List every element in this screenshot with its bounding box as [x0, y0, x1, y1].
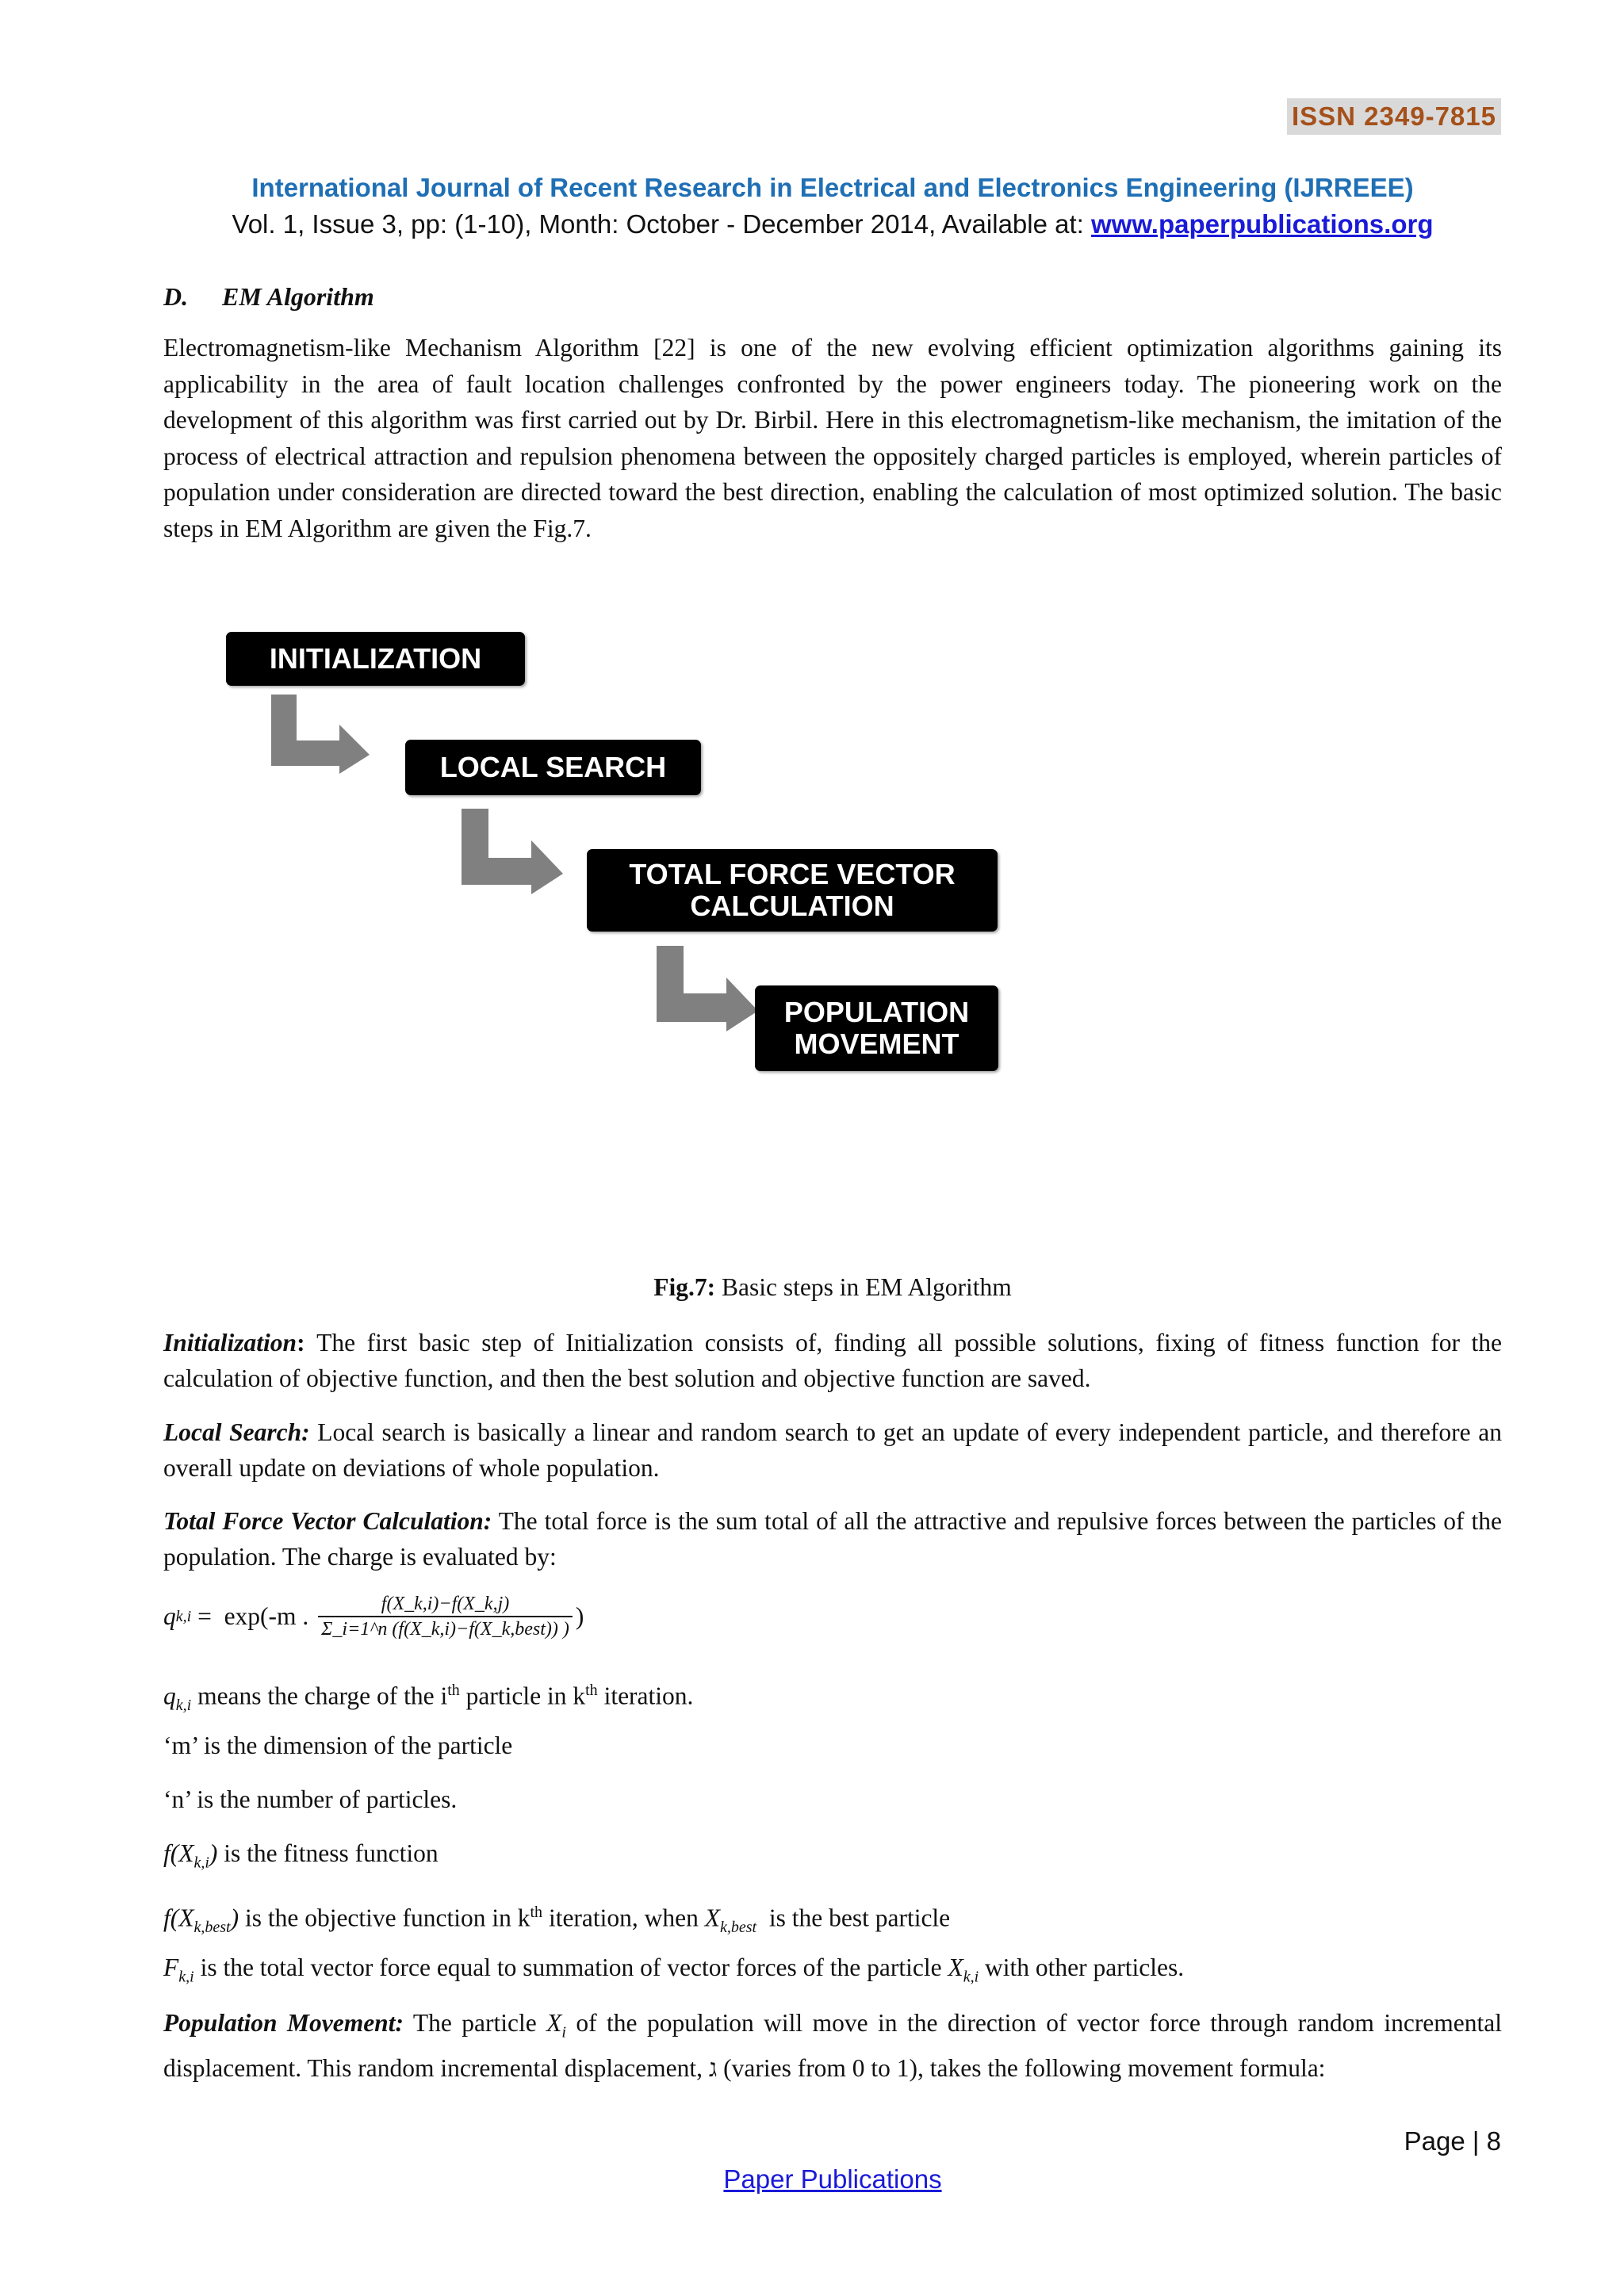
paragraph-initialization: Initialization: The first basic step of Initialization consists of, finding all possible solutions, fixing of fitness function for the calculation of objective function, and then the best solution and objective function are saved. [163, 1329, 1502, 1392]
var: F [163, 1954, 179, 1981]
figure-label: Fig.7: [653, 1273, 716, 1301]
paragraph-heading: Population Movement: [163, 2009, 404, 2037]
flowchart-step-total-force [587, 849, 998, 932]
sup: th [447, 1682, 460, 1699]
journal-link[interactable]: www.paperpublications.org [1091, 209, 1434, 239]
section-intro: Electromagnetism-like Mechanism Algorithm [22] is one of the new evolving efficient optimization algorithms gaining its applicability in the area of fault location challenges confronted by the power engineers today. The pioneering work on the development of this algorithm was first carried out by Dr. Birbil. Here in this electromagnetism-like mechanism, the imitation of the process of electrical attraction and repulsion phenomena between the oppositely charged particles is employed, wherein particles of population under consideration are directed toward the best direction, enabling the calculation of most optimized solution. The basic steps in EM Algorithm are given the Fig.7. [163, 334, 1502, 542]
var: f(X [163, 1904, 194, 1932]
text: with other particles. [979, 1954, 1185, 1981]
flowchart-arrow-2 [460, 809, 571, 897]
definition-m: ‘m’ is the dimension of the particle [163, 1732, 513, 1759]
paragraph-heading: Local Search: [163, 1418, 310, 1446]
publisher-link[interactable]: Paper Publications [723, 2164, 942, 2194]
paragraph-heading: Initialization [163, 1329, 297, 1357]
journal-info-text: Vol. 1, Issue 3, pp: (1-10), Month: October - December 2014, Available at: [232, 209, 1091, 239]
definition-charge [163, 1674, 693, 1721]
step-label-line1: POPULATION [783, 996, 970, 1028]
eq-fraction [318, 1592, 573, 1641]
text: iteration. [597, 1682, 694, 1710]
eq-operator: = exp(-m . [191, 1602, 316, 1630]
eq-lhs-sub: k,i [175, 1607, 192, 1625]
var-sub: i [561, 2023, 566, 2042]
flowchart-arrow-1 [270, 695, 381, 775]
paragraph-population [163, 2005, 1502, 2086]
var-sub: k,i [963, 1968, 979, 1986]
eq-numerator: f(X_k,i)−f(X_k,j) [318, 1592, 573, 1617]
flowchart-step-initialization [226, 632, 525, 686]
var-close: ) [209, 1839, 218, 1867]
section-title: EM Algorithm [222, 282, 374, 311]
var-close: ) [230, 1904, 239, 1932]
definition-fitness [163, 1838, 439, 1878]
flowchart-step-local-search [405, 740, 701, 795]
var: X [546, 2009, 562, 2037]
text: of the population will move in the direction of vector force through random incremental displacement. This random incremental displacement, ג (varies from 0 to 1), takes the following movement formula: [163, 2009, 1503, 2083]
definition-force [163, 1952, 1184, 1992]
step-label-line2: MOVEMENT [794, 1027, 959, 1060]
var: X [704, 1904, 721, 1932]
issn-label: ISSN 2349-7815 [1287, 98, 1501, 135]
paragraph-text: The total force is the sum total of all the attractive and repulsive forces between the particles of the population. The charge is evaluated by: [163, 1507, 1502, 1571]
eq-lhs: q [163, 1602, 176, 1630]
journal-title: International Journal of Recent Research in Electrical and Electronics Engineering (IJRREEE) [251, 173, 1414, 202]
step-label: INITIALIZATION [269, 642, 482, 675]
definition-n: ‘n’ is the number of particles. [163, 1785, 458, 1813]
text: is the fitness function [217, 1839, 439, 1867]
paragraph-heading: Total Force Vector Calculation: [163, 1507, 492, 1535]
var: X [948, 1954, 963, 1981]
text: is the total vector force equal to summation of vector forces of the particle [193, 1954, 948, 1981]
var-sub: k,i [178, 1968, 194, 1986]
sup: th [530, 1904, 543, 1921]
var-sub: k,i [175, 1696, 192, 1714]
figure-caption-text: Basic steps in EM Algorithm [715, 1273, 1012, 1301]
eq-close: ) [575, 1602, 584, 1630]
definition-objective [163, 1896, 950, 1943]
var: q [163, 1682, 176, 1710]
var-sub: k,best [193, 1918, 231, 1936]
text: means the charge of the i [191, 1682, 448, 1710]
eq-denominator: Σ_i=1^n (f(X_k,i)−f(X_k,best)) ) [321, 1619, 569, 1640]
charge-equation [163, 1592, 584, 1641]
text: is the best particle [756, 1904, 951, 1932]
figure-caption [0, 1273, 1624, 1302]
step-label: LOCAL SEARCH [439, 751, 667, 783]
paragraph-local-search [163, 1414, 1502, 1486]
text: particle in k [459, 1682, 586, 1710]
step-label-line1: TOTAL FORCE VECTOR [629, 858, 956, 890]
page-number: Page | 8 [1404, 2126, 1501, 2156]
text: is the objective function in k [239, 1904, 530, 1932]
paragraph-text: The first basic step of Initialization consists of, finding all possible solutions, fixing of fitness function for the calculation of objective function, and then the best solution and objective function are saved. [163, 1329, 1502, 1392]
flowchart-step-population [755, 985, 998, 1071]
flowchart-arrow-3 [655, 946, 766, 1035]
var-sub: k,best [720, 1918, 757, 1936]
var: f(X [163, 1839, 194, 1867]
footer [0, 2164, 1624, 2195]
sup: th [585, 1682, 598, 1699]
text: The particle [403, 2009, 547, 2037]
var-sub: k,i [193, 1854, 209, 1872]
step-label-line2: CALCULATION [690, 890, 894, 922]
paragraph-text: Local search is basically a linear and random search to get an update of every independent particle, and therefore an overall update on deviations of whole population. [163, 1418, 1502, 1482]
paragraph-total-force [163, 1503, 1502, 1575]
text: iteration, when [542, 1904, 705, 1932]
section-number: D. [163, 282, 189, 311]
journal-info [0, 209, 1624, 239]
section-heading [163, 282, 374, 312]
